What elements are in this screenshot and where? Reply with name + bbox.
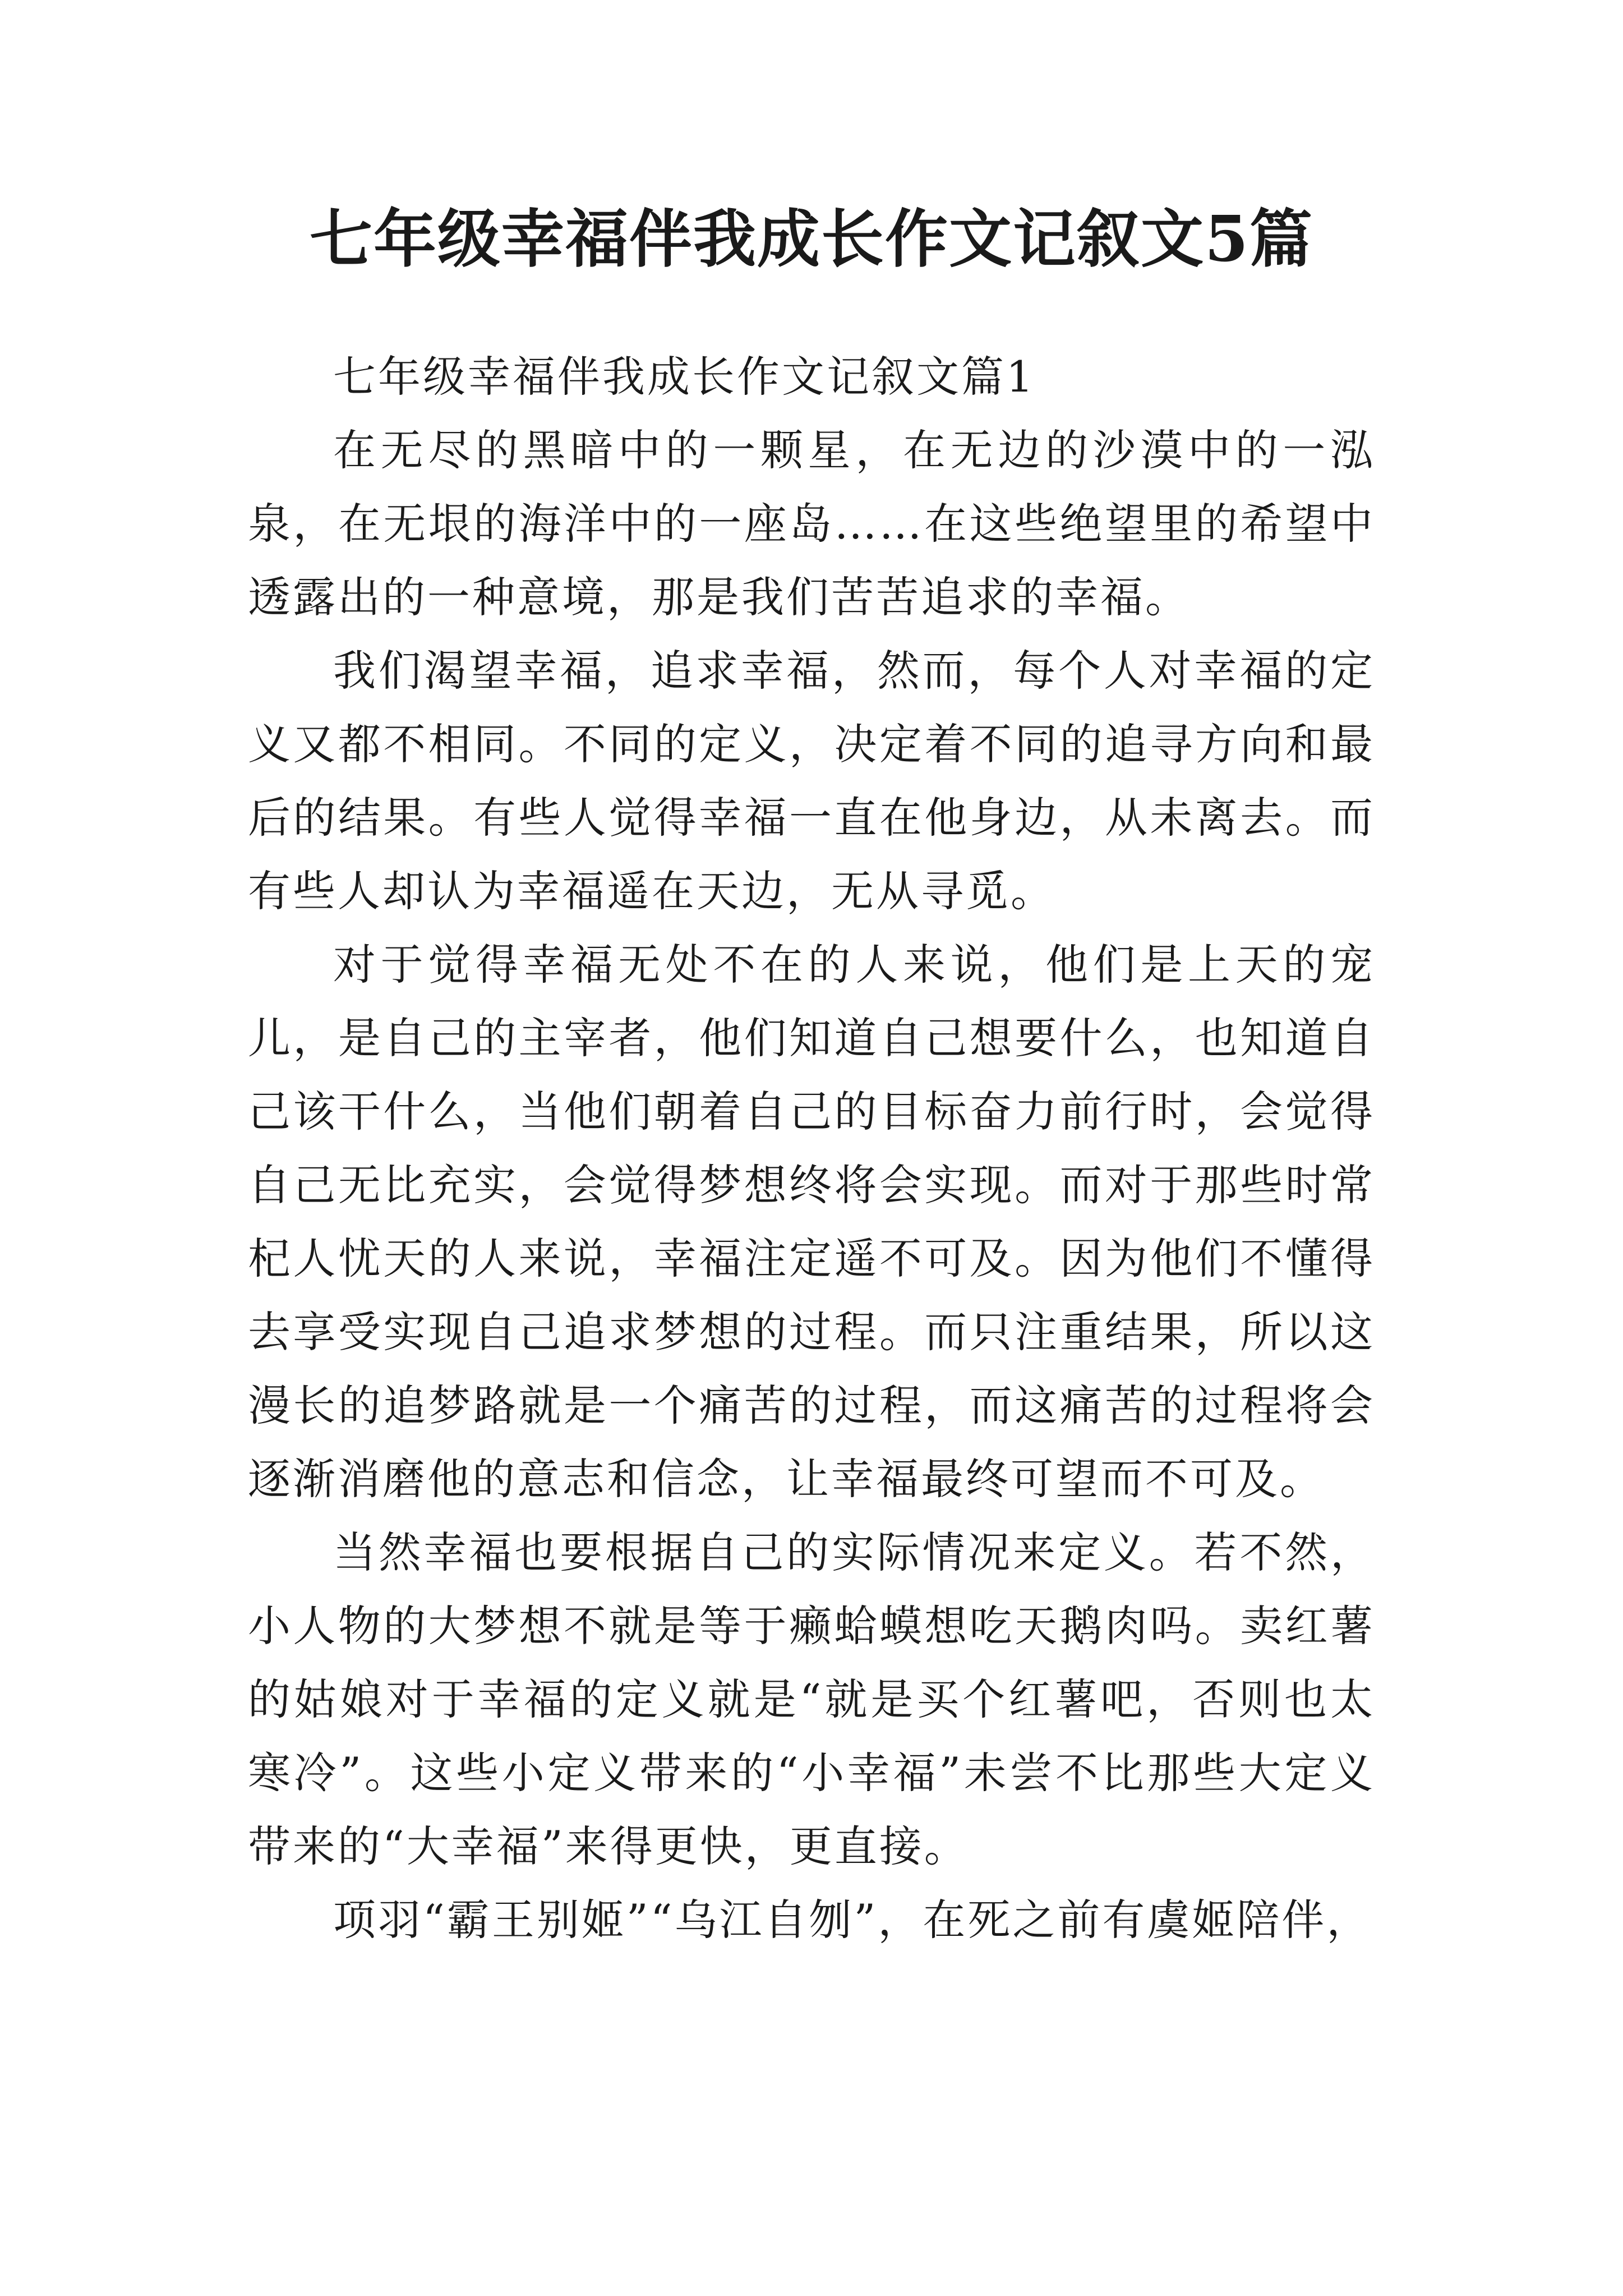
document-body	[248, 340, 1375, 1957]
paragraph: 当然幸福也要根据自己的实际情况来定义。若不然，小人物的大梦想不就是等于癞蛤蟆想吃天鹅肉吗。卖红薯的姑娘对于幸福的定义就是“就是买个红薯吧，否则也太寒冷”。这些小定义带来的“小幸福”未尝不比那些大定义带来的“大幸福”来得更快，更直接。	[248, 1527, 1375, 1871]
paragraph: 项羽“霸王别姬”“乌江自刎”，在死之前有虞姬陪伴，	[333, 1895, 1372, 1945]
paragraph: 我们渴望幸福，追求幸福，然而，每个人对幸福的定义又都不相同。不同的定义，决定着不同的追寻方向和最后的结果。有些人觉得幸福一直在他身边，从未离去。而有些人却认为幸福遥在天边，无从寻觅。	[248, 646, 1375, 916]
document-title: 七年级幸福伴我成长作文记叙文5篇	[310, 203, 1313, 276]
section-heading: 七年级幸福伴我成长作文记叙文篇1	[333, 352, 1036, 402]
paragraph: 对于觉得幸福无处不在的人来说，他们是上天的宠儿，是自己的主宰者，他们知道自己想要什么，也知道自己该干什么，当他们朝着自己的目标奋力前行时，会觉得自己无比充实，会觉得梦想终将会实现。而对于那些时常杞人忧天的人来说，幸福注定遥不可及。因为他们不懂得去享受实现自己追求梦想的过程。而只注重结果，所以这漫长的追梦路就是一个痛苦的过程，而这痛苦的过程将会逐渐消磨他的意志和信念，让幸福最终可望而不可及。	[248, 940, 1375, 1504]
paragraph: 在无尽的黑暗中的一颗星，在无边的沙漠中的一泓泉，在无垠的海洋中的一座岛……在这些绝望里的希望中透露出的一种意境，那是我们苦苦追求的幸福。	[248, 425, 1375, 622]
